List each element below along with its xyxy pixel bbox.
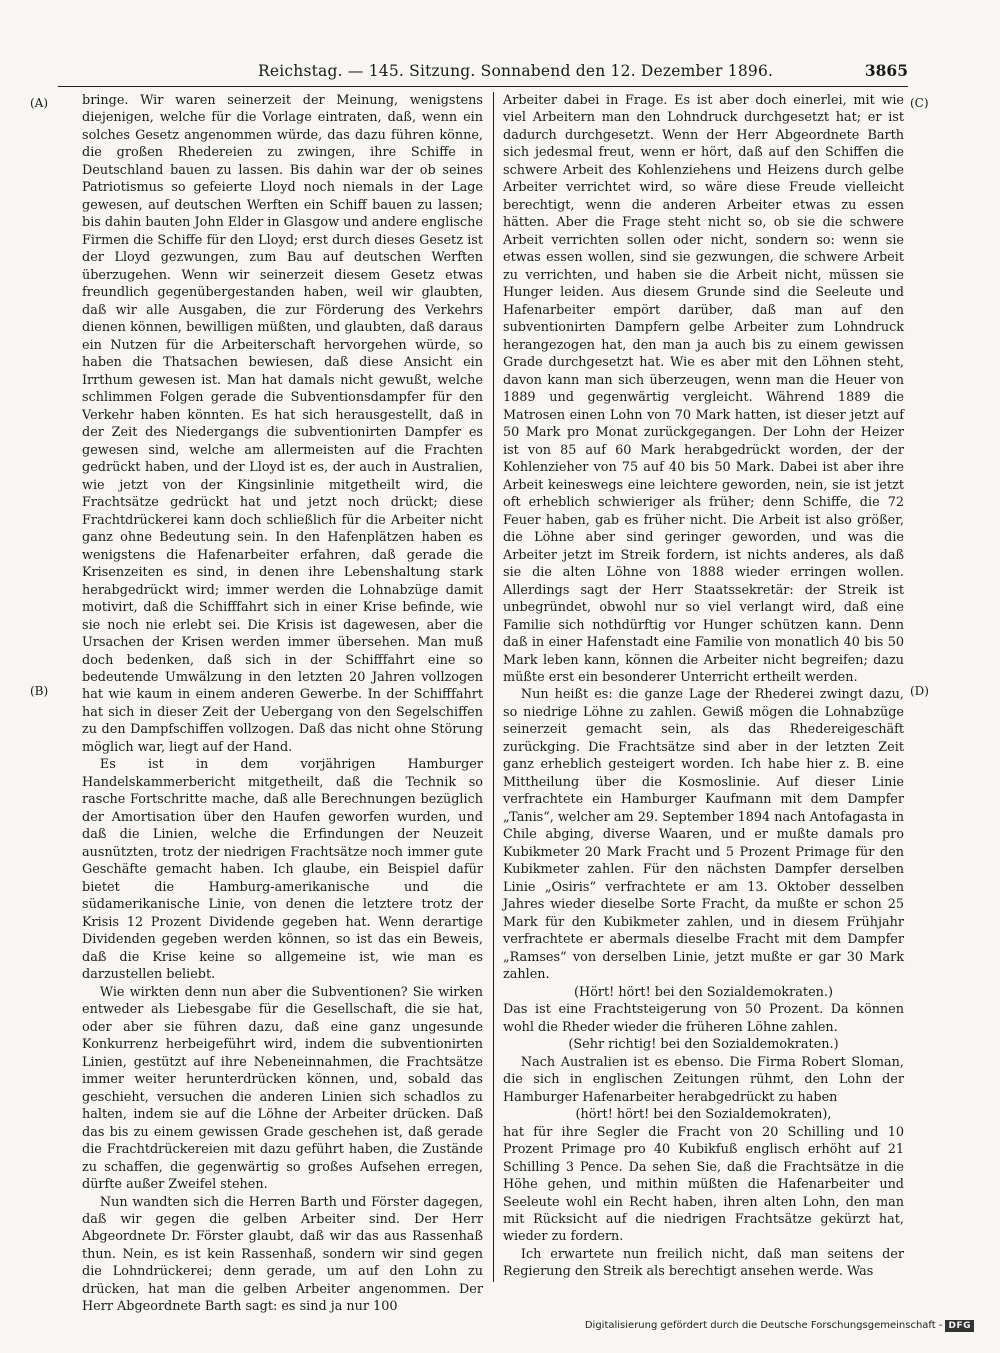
interjection: (Sehr richtig! bei den Sozialdemokraten.) (568, 1037, 839, 1053)
paragraph: Wie wirkten denn nun aber die Subventionen? Sie wirken entweder als Liebesgabe für die Gesellschaft, die sie hat, oder aber sie führen dazu, daß eine ganz ungesunde Konkurrenz herbeigeführt wird, indem die subventionirten Linien, gestützt auf ihre Nebeneinnahmen, die Frachtsätze immer weiter herunterdrücken können, und, sobald das geschieht, versuchen die anderen Linien sich schadlos zu halten, indem sie auf die Löhne der Arbeiter drücken. Daß das bis zu einem gewissen Grade geschehen ist, daß gerade die Frachtdrückereien mit dazu geführt haben, die Zustände zu schaffen, die gegenwärtig so großes Aufsehen erregen, dürfte außer Zweifel stehen. (82, 984, 483, 1193)
page-number: 3865 (864, 61, 908, 80)
margin-marker-b: (B) (30, 684, 49, 698)
paragraph: Ich erwartete nun freilich nicht, daß man seitens der Regierung den Streik als berechtigt ansehen werde. Was (503, 1246, 904, 1280)
footer-text: Digitalisierung gefördert durch die Deutsche Forschungsgemeinschaft - (584, 1320, 943, 1331)
margin-marker-c: (C) (910, 96, 929, 110)
left-column (82, 92, 483, 1316)
header-rule (58, 86, 908, 87)
interjection: (Hört! hört! bei den Sozialdemokraten.) (574, 984, 833, 1000)
paragraph: Arbeiter dabei in Frage. Es ist aber doch einerlei, mit wie viel Arbeitern man den Lohndruck durchgesetzt hat; er ist dadurch durchgesetzt. Wenn der Herr Abgeordnete Barth sich jedesmal freut, wenn er hört, daß auf den Schiffen die schwere Arbeit des Kohlenziehens und Heizens durch gelbe Arbeiter verrichtet wird, so wäre diese Freude vielleicht berechtigt, wenn die anderen Arbeiter etwas zu essen hätten. Aber die Frage steht nicht so, ob sie die schwere Arbeit verrichten sollen oder nicht, sondern so: wenn sie etwas essen wollen, sind sie gezwungen, die schwere Arbeit zu verrichten, und haben sie die Arbeit nicht, müssen sie Hunger leiden. Aus diesem Grunde sind die Seeleute und Hafenarbeiter empört darüber, daß man auf den subventionirten Dampfern gelbe Arbeiter zum Lohndruck herangezogen hat, den man ja auch bis zu einem gewissen Grade durchgesetzt hat. Wie es aber mit den Löhnen steht, davon kann man sich überzeugen, wenn man die Heuer von 1889 und gegenwärtig vergleicht. Während 1889 die Matrosen einen Lohn von 70 Mark hatten, ist dieser jetzt auf 50 Mark pro Monat zurückgegangen. Der Lohn der Heizer ist von 85 auf 60 Mark herabgedrückt worden, der der Kohlenzieher von 75 auf 40 bis 50 Mark. Dabei ist aber ihre Arbeit keineswegs eine leichtere geworden, nein, sie ist jetzt oft erheblich schwieriger als früher; denn Schiffe, die 72 Feuer haben, gab es früher nicht. Die Arbeit ist also größer, die Löhne aber sind geringer geworden, und was die Arbeiter jetzt im Streik fordern, ist nichts anderes, als daß sie die alten Löhne von 1888 wieder erringen wollen. Allerdings sagt der Herr Staatssekretär: der Streik ist unbegründet, obwohl nur so viel verlangt wird, daß eine Familie sich nothdürftig vor Hunger schützen kann. Denn daß in einer Hafenstadt eine Familie von monatlich 40 bis 50 Mark leben kann, können die Arbeiter nicht begreifen; dazu müßte erst ein besonderer Unterricht ertheilt werden. (503, 93, 904, 685)
running-title: Reichstag. — 145. Sitzung. Sonnabend den 12. Dezember 1896. (258, 62, 774, 80)
paragraph: Es ist in dem vorjährigen Hamburger Handelskammerbericht mitgetheilt, daß die Technik so rasche Fortschritte mache, daß alle Berechnungen bezüglich der Amortisation über den Haufen geworfen wurden, und daß die Linien, welche die Erfindungen der Neuzeit ausnützten, trotz der niedrigen Frachtsätze noch immer gute Geschäfte gemacht haben. Ich glaube, ein Beispiel dafür bietet die Hamburg-amerikanische und die südamerikanische Linie, von denen die letztere trotz der Krisis 12 Prozent Dividende gegeben hat. Wenn derartige Dividenden gegeben werden können, so ist das ein Beweis, daß die Krise keine so allgemeine ist, wie man es darzustellen beliebt. (82, 757, 483, 983)
paragraph: Nach Australien ist es ebenso. Die Firma Robert Sloman, die sich in englischen Zeitungen rühmt, den Lohn der Hamburger Hafenarbeiter herabgedrückt zu haben (503, 1054, 904, 1105)
paragraph: Das ist eine Frachtsteigerung von 50 Prozent. Da können wohl die Rheder wieder die früheren Löhne zahlen. (503, 1002, 904, 1035)
margin-marker-d: (D) (910, 684, 929, 698)
margin-marker-a: (A) (30, 96, 49, 110)
paragraph: Nun heißt es: die ganze Lage der Rhederei zwingt dazu, so niedrige Löhne zu zahlen. Gewiß mögen die Lohnabzüge seinerzeit gemacht sein, als das Rhedereigeschäft zurückging. Die Frachtsätze sind aber in der letzten Zeit ganz erheblich gesteigert worden. Ich habe hier z. B. eine Mittheilung über die Kosmoslinie. Auf dieser Linie verfrachtete ein Hamburger Kaufmann mit dem Dampfer „Tanis“, welcher am 29. September 1894 nach Antofagasta in Chile abging, diverse Waaren, und er mußte damals pro Kubikmeter 20 Mark Fracht und 5 Prozent Primage für den Kubikmeter zahlen. Für den nächsten Dampfer derselben Linie „Osiris“ verfrachtete er am 13. Oktober desselben Jahres wieder dieselbe Sorte Fracht, da mußte er schon 25 Mark für den Kubikmeter zahlen, und in diesem Frühjahr verfrachtete er abermals dieselbe Fracht mit dem Dampfer „Ramses“ von derselben Linie, jetzt mußte er gar 30 Mark zahlen. (503, 687, 904, 983)
paragraph: Nun wandten sich die Herren Barth und Förster dagegen, daß wir gegen die gelben Arbeiter sind. Der Herr Abgeordnete Dr. Förster glaubt, daß wir das aus Rassenhaß thun. Nein, es ist kein Rassenhaß, sondern wir sind gegen die Lohndrückerei; denn gerade, um auf den Lohn zu drücken, hat man die gelben Arbeiter angenommen. Der Herr Abgeordnete Barth sagt: es sind ja nur 100 (82, 1194, 483, 1315)
digitization-footer (585, 1319, 974, 1333)
paragraph: hat für ihre Segler die Fracht von 20 Schilling und 10 Prozent Primage pro 40 Kubikfuß englisch erhöht auf 21 Schilling 3 Pence. Da sehen Sie, daß die Frachtsätze in die Höhe gehen, und mithin müßten die Hafenarbeiter und Seeleute wohl ein Recht haben, ihren alten Lohn, den man mit Rücksicht auf die niedrigen Frachtsätze gekürzt hat, wieder zu fordern. (503, 1124, 904, 1245)
right-column (503, 92, 904, 1281)
page-header (58, 58, 908, 84)
paragraph: bringe. Wir waren seinerzeit der Meinung, wenigstens diejenigen, welche für die Vorlage eintraten, daß, wenn ein solches Gesetz angenommen würde, das dazu führen könne, die großen Rhedereien zu zwingen, ihre Schiffe in Deutschland bauen zu lassen. Bis dahin war der ob seines Patriotismus so gefeierte Lloyd noch niemals in der Lage gewesen, auf deutschen Werften ein Schiff bauen zu lassen; bis dahin bauten John Elder in Glasgow und andere englische Firmen die Schiffe für den Lloyd; erst durch dieses Gesetz ist der Lloyd gezwungen, zum Bau auf deutschen Werften überzugehen. Wenn wir seinerzeit diesem Gesetz etwas freundlich gegenübergestanden haben, weil wir glaubten, daß wir alle Ausgaben, die zur Förderung des Verkehrs dienen können, bewilligen müßten, und glaubten, daß daraus ein Nutzen für die Arbeiterschaft hervorgehen würde, so haben die Thatsachen bewiesen, daß diese Ansicht ein Irrthum gewesen ist. Man hat damals nicht gewußt, welche schlimmen Folgen gerade die Subventionsdampfer für den Verkehr haben könnten. Es hat sich herausgestellt, daß in der Zeit des Niedergangs die subventionirten Dampfer es gewesen sind, welche am allermeisten auf die Frachten gedrückt haben, und der Lloyd ist es, der auch in Australien, wie jetzt von der Kingsinlinie mitgetheilt wird, die Frachtsätze gedrückt hat und jetzt noch drückt; diese Frachtdrückerei kann doch schließlich für die Arbeiter nicht ganz ohne Bedeutung sein. In den Hafenplätzen haben es wenigstens die Hafenarbeiter erfahren, daß gerade die Krisenzeiten es sind, in denen ihre Lebenshaltung stark herabgedrückt wird; immer werden die Lohnabzüge damit motivirt, daß die Schifffahrt sich in einer Krise befinde, wie sie noch nie erlebt sei. Die Krisis ist dagewesen, aber die Ursachen der Krisen werden immer übersehen. Man muß doch bedenken, daß sich in der Schifffahrt eine so bedeutende Umwälzung in den letzten 20 Jahren vollzogen hat wie kaum in einem anderen Gewerbe. In der Schifffahrt hat sich in dieser Zeit der Uebergang von den Segelschiffen zu den Dampfschiffen vollzogen. Daß das nicht ohne Störung möglich war, liegt auf der Hand. (82, 93, 483, 755)
dfg-logo: DFG (945, 1320, 974, 1332)
interjection: (hört! hört! bei den Sozialdemokraten), (575, 1107, 832, 1123)
column-divider (493, 92, 494, 1282)
